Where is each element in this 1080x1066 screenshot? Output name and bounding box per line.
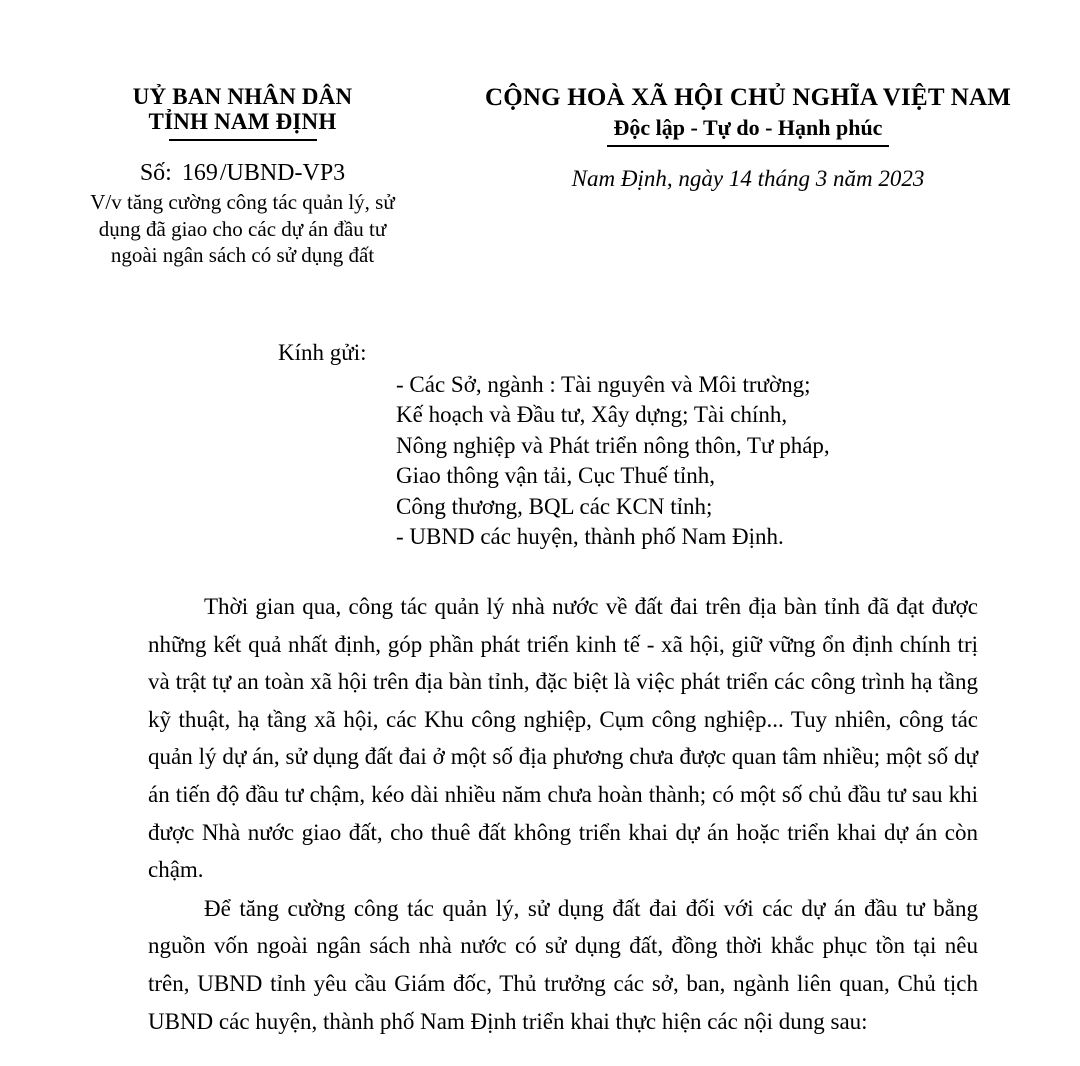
list-item: Giao thông vận tải, Cục Thuế tỉnh, xyxy=(396,463,715,488)
document-subject-line-3: ngoài ngân sách có sử dụng đất xyxy=(110,243,375,267)
list-item: Nông nghiệp và Phát triển nông thôn, Tư pháp, xyxy=(396,432,830,458)
place-and-date: Nam Định, ngày 14 tháng 3 năm 2023 xyxy=(571,166,925,191)
document-subject-line-1: V/v tăng cường công tác quản lý, sử xyxy=(90,190,395,214)
national-name: CỘNG HOÀ XÃ HỘI CHỦ NGHĨA VIỆT NAM xyxy=(484,84,1012,111)
national-heading-block xyxy=(430,84,1080,192)
document-subject xyxy=(55,189,430,269)
document-number xyxy=(55,159,430,187)
list-item: Kế hoạch và Đầu tư, Xây dựng; Tài chính, xyxy=(396,402,788,427)
national-motto-underline xyxy=(607,145,889,147)
list-item: - Các Sở, ngành : Tài nguyên và Môi trường; xyxy=(396,371,811,397)
body-paragraph: Để tăng cường công tác quản lý, sử dụng đất đai đối với các dự án đầu tư bằng nguồn vốn ngoài ngân sách nhà nước có sử dụng đất, đồng thời khắc phục tồn tại nêu trên, UBND tỉnh yêu cầu Giám đốc, Thủ trưởng các sở, ban, ngành liên quan, Chủ tịch UBND các huyện, thành phố Nam Định triển khai thực hiện các nội dung sau: xyxy=(148,895,978,1034)
document-subject-line-2: dụng đã giao cho các dự án đầu tư xyxy=(98,216,387,241)
document-number-value: 169 xyxy=(181,160,218,186)
national-motto: Độc lập - Tự do - Hạnh phúc xyxy=(613,115,883,140)
issuing-org-line-2: TỈNH NAM ĐỊNH xyxy=(148,109,337,134)
clipped-next-line xyxy=(148,1058,978,1066)
document-number-suffix: /UBND-VP3 xyxy=(219,160,346,186)
list-item: - UBND các huyện, thành phố Nam Định. xyxy=(396,524,784,549)
recipients-salutation: Kính gửi: xyxy=(278,340,367,365)
document-number-label: Số: xyxy=(139,160,172,186)
body-paragraph: Thời gian qua, công tác quản lý nhà nước về đất đai trên địa bàn tỉnh đã đạt được những kết quả nhất định, góp phần phát triển kinh tế - xã hội, giữ vững ổn định chính trị và trật tự an toàn xã hội trên địa bàn tỉnh, đặc biệt là việc phát triển các công trình hạ tầng kỹ thuật, hạ tầng xã hội, các Khu công nghiệp, Cụm công nghiệp... Tuy nhiên, công tác quản lý dự án, sử dụng đất đai ở một số địa phương chưa được quan tâm nhiều; một số dự án tiến độ đầu tư chậm, kéo dài nhiều năm chưa hoàn thành; có một số chủ đầu tư sau khi được Nhà nước giao đất, cho thuê đất không triển khai dự án hoặc triển khai dự án còn chậm. xyxy=(148,594,978,883)
issuing-org-line-1: UỶ BAN NHÂN DÂN xyxy=(132,84,353,109)
list-item: Công thương, BQL các KCN tỉnh; xyxy=(396,493,713,519)
document-body xyxy=(148,588,978,1040)
document-header xyxy=(0,84,1080,269)
recipients-list xyxy=(0,370,1080,553)
issuing-authority-block xyxy=(0,84,430,269)
recipients-block xyxy=(0,338,1080,553)
issuing-org-underline xyxy=(169,139,317,141)
